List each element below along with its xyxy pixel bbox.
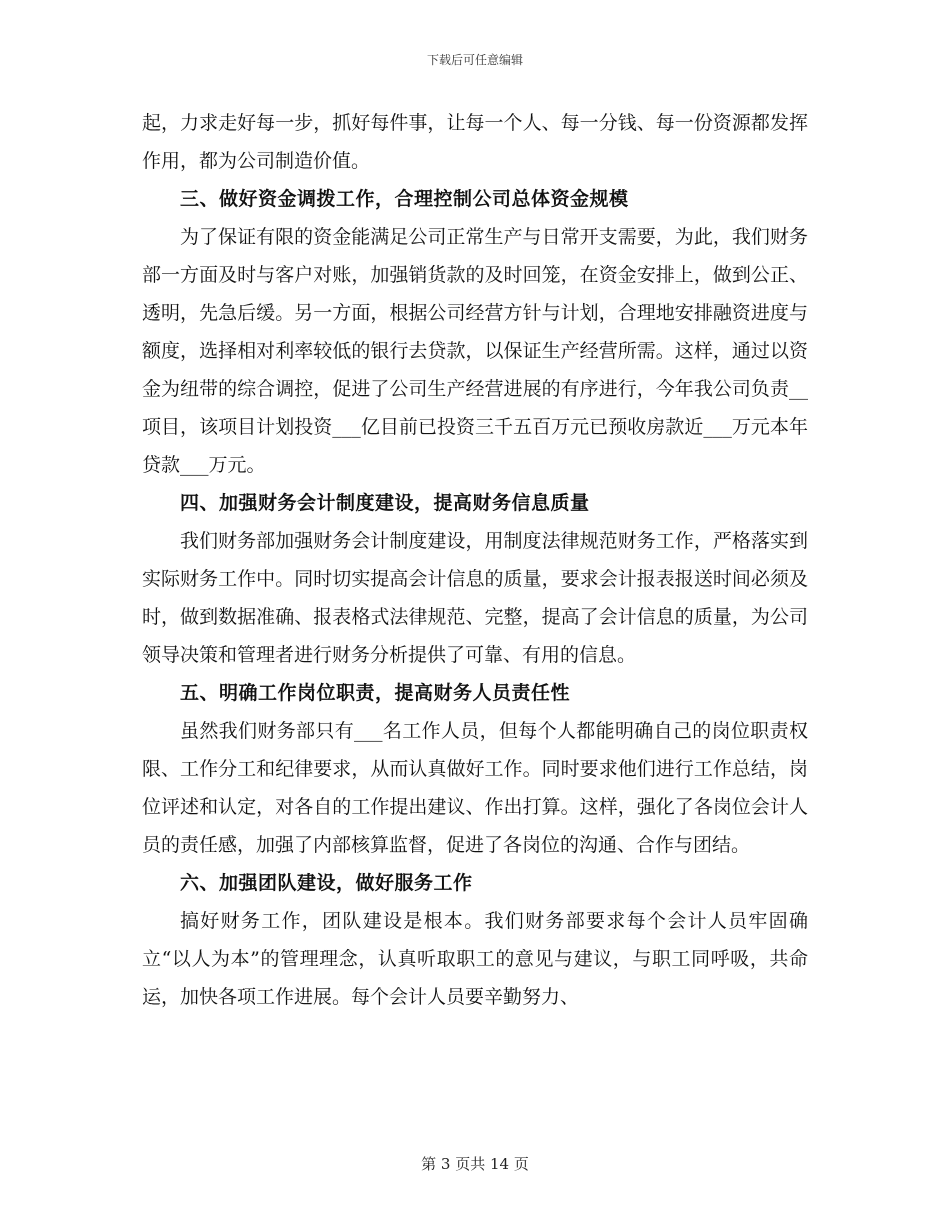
paragraph-team-building: 搞好财务工作，团队建设是根本。我们财务部要求每个会计人员牢固确立“以人为本”的管理理念，认真听取职工的意见与建议，与职工同呼吸，共命运，加快各项工作进展。每个会计人员要辛勤努力、 xyxy=(142,910,808,1008)
paragraph-accounting-system: 我们财务部加强财务会计制度建设，用制度法律规范财务工作，严格落实到实际财务工作中。同时切实提高会计信息的质量，要求会计报表报送时间必须及时，做到数据准确、报表格式法律规范、完整，提高了会计信息的质量，为公司领导决策和管理者进行财务分析提供了可靠、有用的信息。 xyxy=(142,530,808,666)
paragraph-funds: 为了保证有限的资金能满足公司正常生产与日常开支需要，为此，我们财务部一方面及时与客户对账，加强销货款的及时回笼，在资金安排上，做到公正、透明，先急后缓。另一方面，根据公司经营方针与计划，合理地安排融资进度与额度，选择相对利率较低的银行去贷款，以保证生产经营所需。这样，通过以资金为纽带的综合调控，促进了公司生产经营进展的有序进行，今年我公司负责__项目，该项目计划投资___亿目前已投资三千五百万元已预收房款近___万元本年贷款___万元。 xyxy=(142,226,808,476)
page-number: 第 3 页共 14 页 xyxy=(421,1155,529,1173)
page-header: 下载后可任意编辑 xyxy=(426,53,523,67)
paragraph-continued: 起，力求走好每一步，抓好每件事，让每一个人、每一分钱、每一份资源都发挥作用，都为公司制造价值。 xyxy=(142,112,808,172)
paragraph-job-duties: 虽然我们财务部只有___名工作人员，但每个人都能明确自己的岗位职责权限、工作分工和纪律要求，从而认真做好工作。同时要求他们进行工作总结，岗位评述和认定，对各自的工作提出建议、作出打算。这样，强化了各岗位会计人员的责任感，加强了内部核算监督，促进了各岗位的沟通、合作与团结。 xyxy=(142,720,808,856)
section-heading-6: 六、加强团队建设，做好服务工作 xyxy=(180,872,473,894)
document-body xyxy=(142,104,808,1016)
section-heading-3: 三、做好资金调拨工作，合理控制公司总体资金规模 xyxy=(180,188,629,210)
section-heading-4: 四、加强财务会计制度建设，提高财务信息质量 xyxy=(180,492,590,514)
section-heading-5: 五、明确工作岗位职责，提高财务人员责任性 xyxy=(180,682,571,704)
